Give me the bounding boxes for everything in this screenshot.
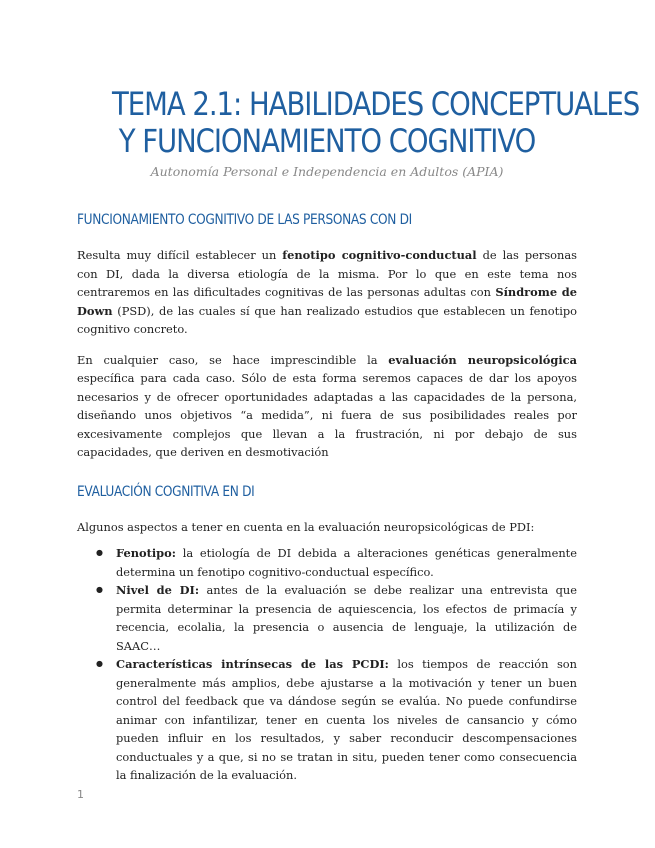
bold-term: Síndrome de Down: [77, 285, 578, 318]
text: de las personas con DI, dada la diversa etiología de la misma. Por lo que en este tema nos centraremos en las dificultades cognitivas de las personas adultas con: [77, 248, 577, 299]
text: En cualquier caso, se hace imprescindible la: [77, 352, 389, 367]
bold-term: fenotipo cognitivo-conductual: [282, 248, 477, 262]
list-item-text: la etiología de DI debida a alteraciones genéticas generalmente determina un fenotipo cognitivo-conductual específico.: [116, 546, 577, 579]
title-line-2: Y FUNCIONAMIENTO COGNITIVO: [118, 122, 536, 160]
section-heading-funcionamiento: FUNCIONAMIENTO COGNITIVO DE LAS PERSONAS CON DI: [77, 212, 412, 228]
section-heading-evaluacion: EVALUACIÓN COGNITIVA EN DI: [77, 483, 255, 500]
aspects-list: [77, 544, 577, 785]
list-item-term: Características intrínsecas de las PCDI:: [116, 657, 389, 671]
list-item: [116, 655, 577, 785]
text: Resulta muy difícil establecer un: [77, 248, 283, 262]
list-item-term: Nivel de DI:: [116, 583, 200, 597]
text: específica para cada caso. Sólo de esta forma seremos capaces de dar los apoyos necesarios y de ofrecer oportunidades adaptadas a las capacidades de la persona, diseñando unos objetivos “a medida”, ni fuera de sus posibilidades reales por excesivamente complejos que llevan a la frustración, ni por debajo de sus capacidades, que deriven en desmotivación: [77, 371, 577, 459]
subtitle: Autonomía Personal e Independencia en Adultos (APIA): [150, 164, 504, 179]
page-number: 1: [77, 788, 84, 801]
list-item-term: Fenotipo:: [116, 546, 176, 560]
list-item: [116, 544, 577, 581]
text: (PSD), de las cuales sí que han realizado estudios que establecen un fenotipo cognitivo concreto.: [77, 303, 577, 336]
list-item-text: antes de la evaluación se debe realizar una entrevista que permita determinar la presencia de aquiescencia, los efectos de primacía y recencia, ecolalia, la presencia o ausencia de lenguaje, la utilización de SAAC…: [116, 583, 577, 653]
bold-term: evaluación neuropsicológica: [388, 352, 577, 367]
document-page: [77, 85, 640, 785]
paragraph-fenotipo: [77, 246, 577, 339]
list-item: [116, 581, 577, 655]
paragraph-evaluacion: [77, 351, 577, 462]
page-title: [112, 85, 640, 160]
title-line-1: TEMA 2.1: HABILIDADES CONCEPTUALES: [112, 85, 640, 123]
paragraph-intro: Algunos aspectos a tener en cuenta en la evaluación neuropsicológicas de PDI:: [77, 519, 535, 534]
list-item-text: los tiempos de reacción son generalmente más amplios, debe ajustarse a la motivación y tener un buen control del feedback que va dándose según se evalúa. No puede confundirse animar con infantilizar, tener en cuenta los niveles de cansancio y cómo pueden influir en los resultados, y saber reconducir descompensaciones conductuales y a que, si no se tratan in situ, pueden tener como consecuencia la finalización de la evaluación.: [116, 657, 578, 782]
